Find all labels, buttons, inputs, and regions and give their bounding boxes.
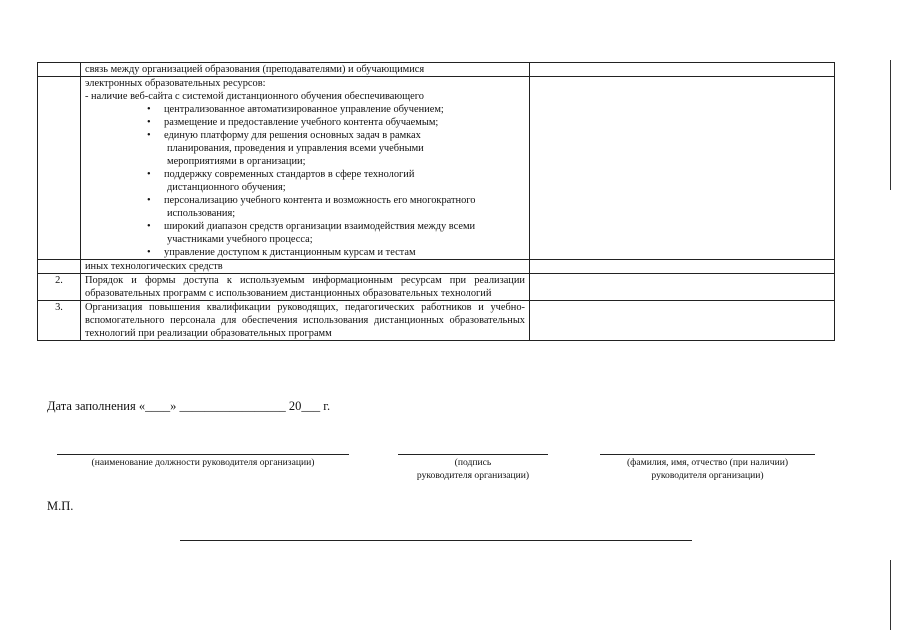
list-item-text: широкий диапазон средств организации взаимодействия между всеми [164,221,476,232]
value-cell [530,63,835,77]
table-row [38,260,835,274]
scan-edge-mark [890,560,891,630]
list-item-text: единую платформу для решения основных задач в рамках [164,130,421,141]
bullet-icon: • [147,195,151,206]
position-signature-field [57,454,349,469]
text-line: иных технологических средств [85,261,223,272]
list-item-text: использования; [167,208,236,219]
row-description: Организация повышения квалификации руководящих, педагогических работников и учебно-вспомогательного персонала для обеспечения использования дистанционных образовательных технологий при реализации образовательных программ [81,301,530,341]
list-item-text: централизованное автоматизированное управление обучением; [164,104,444,115]
list-item [147,220,525,246]
name-label: руководителя организации) [651,470,764,481]
name-label: (фамилия, имя, отчество (при наличии) [626,457,789,468]
description-cell [81,260,530,274]
scan-edge-mark [890,60,891,190]
signature-field [398,454,548,482]
value-cell [530,301,835,341]
row-number: 2. [38,274,81,301]
value-cell [530,77,835,260]
list-item [147,246,525,259]
row-number-cell [38,77,81,260]
list-item-text: участниками учебного процесса; [167,234,313,245]
description-cell [81,63,530,77]
position-label: (наименование должности руководителя организации) [91,457,315,468]
table-row [38,274,835,301]
list-item [147,129,525,168]
feature-list [85,103,525,259]
bullet-icon: • [147,104,151,115]
list-item-text: поддержку современных стандартов в сфере технологий [164,169,415,180]
separator-line [180,540,692,541]
list-item [147,103,525,116]
fill-date-line: Дата заполнения «____» _________________ 20___ г. [47,399,331,413]
text-line: электронных образовательных ресурсов: [85,78,266,89]
list-item [147,168,525,194]
value-cell [530,260,835,274]
text-line: связь между организацией образования (преподавателями) и обучающимися [85,64,425,75]
list-item [147,194,525,220]
table-row [38,77,835,260]
row-number-cell [38,63,81,77]
bullet-icon: • [147,117,151,128]
list-item-text: персонализацию учебного контента и возможность его многократного [164,195,476,206]
list-item-text: дистанционного обучения; [167,182,286,193]
info-table [37,62,835,341]
list-item-text: планирования, проведения и управления всеми учебными [167,143,424,154]
list-item-text: размещение и предоставление учебного контента обучаемым; [164,117,439,128]
list-item-text: мероприятиями в организации; [167,156,306,167]
name-signature-field [600,454,815,482]
row-number-cell [38,260,81,274]
signature-label: (подпись [454,457,492,468]
list-item [147,116,525,129]
signature-label: руководителя организации) [416,470,530,481]
table-row [38,301,835,341]
bullet-icon: • [147,221,151,232]
row-description: Порядок и формы доступа к используемым информационным ресурсам при реализации образовательных программ с использованием дистанционных образовательных технологий [81,274,530,301]
bullet-icon: • [147,169,151,180]
value-cell [530,274,835,301]
table-row [38,63,835,77]
stamp-label: М.П. [47,499,74,513]
text-line: - наличие веб-сайта с системой дистанционного обучения обеспечивающего [85,91,424,102]
row-number: 3. [38,301,81,341]
list-item-text: управление доступом к дистанционным курсам и тестам [164,247,416,258]
bullet-icon: • [147,130,151,141]
description-cell [81,77,530,260]
bullet-icon: • [147,247,151,258]
